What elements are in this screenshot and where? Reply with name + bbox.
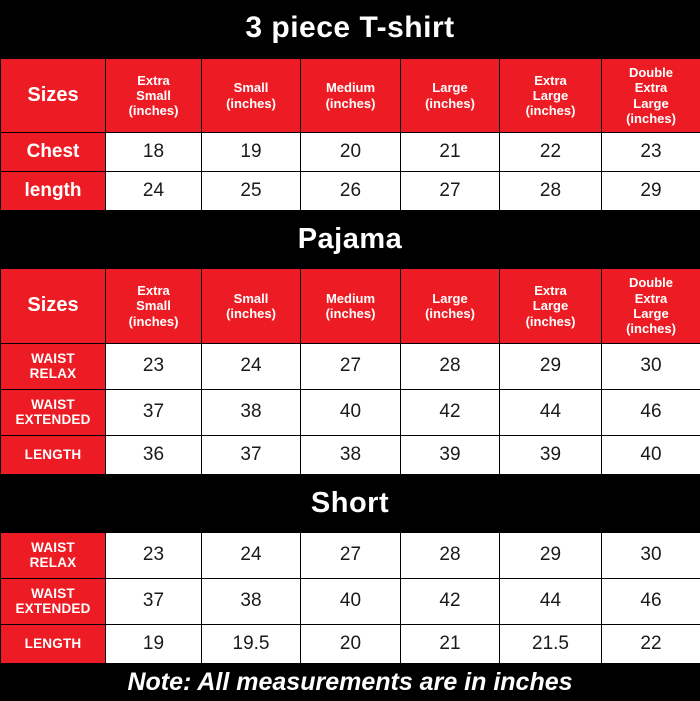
size-table-short bbox=[0, 532, 700, 664]
header-line: (inches) bbox=[626, 110, 676, 126]
cell-value: 44 bbox=[500, 389, 602, 435]
header-line: Small bbox=[233, 80, 269, 96]
row-label-waist-relax bbox=[1, 343, 106, 389]
header-line: (inches) bbox=[626, 321, 676, 337]
cell-value: 19 bbox=[202, 133, 301, 172]
cell-value: 18 bbox=[106, 133, 202, 172]
header-line: (inches) bbox=[128, 103, 179, 119]
table-row bbox=[1, 624, 700, 663]
cell-value: 19.5 bbox=[202, 624, 301, 663]
header-line: (inches) bbox=[128, 313, 179, 329]
header-line: Double bbox=[628, 275, 674, 291]
cell-value: 42 bbox=[401, 389, 500, 435]
section-title-tshirt: 3 piece T-shirt bbox=[245, 11, 455, 44]
section-title-pajama: Pajama bbox=[297, 223, 403, 256]
cell-value: 27 bbox=[401, 172, 500, 211]
cell-value: 46 bbox=[602, 578, 700, 624]
cell-value: 38 bbox=[202, 389, 301, 435]
header-extra-small bbox=[106, 269, 202, 343]
row-label-line: EXTENDED bbox=[15, 601, 91, 617]
header-small bbox=[202, 59, 301, 133]
row-label-line: WAIST bbox=[31, 585, 75, 601]
cell-value: 22 bbox=[602, 624, 700, 663]
cell-value: 29 bbox=[500, 343, 602, 389]
cell-value: 27 bbox=[301, 343, 401, 389]
row-label-length bbox=[1, 435, 106, 474]
row-label-length bbox=[1, 624, 106, 663]
header-line: (inches) bbox=[425, 95, 475, 111]
cell-value: 22 bbox=[500, 133, 602, 172]
cell-value: 20 bbox=[301, 133, 401, 172]
size-table-pajama bbox=[0, 268, 700, 474]
row-label-length: length bbox=[1, 172, 106, 211]
header-line: Large bbox=[432, 80, 468, 96]
header-extra-large bbox=[500, 269, 602, 343]
cell-value: 24 bbox=[202, 532, 301, 578]
header-line: (inches) bbox=[226, 95, 276, 111]
row-label-waist-extended bbox=[1, 578, 106, 624]
measurement-note: Note: All measurements are in inches bbox=[127, 667, 573, 696]
cell-value: 24 bbox=[202, 343, 301, 389]
header-line: (inches) bbox=[226, 305, 276, 321]
cell-value: 20 bbox=[301, 624, 401, 663]
cell-value: 23 bbox=[106, 343, 202, 389]
cell-value: 38 bbox=[202, 578, 301, 624]
header-line: Extra bbox=[534, 72, 567, 88]
table-row bbox=[1, 532, 700, 578]
row-label-waist-extended bbox=[1, 389, 106, 435]
row-label-line: LENGTH bbox=[24, 446, 82, 462]
size-table-tshirt bbox=[0, 58, 700, 211]
header-medium bbox=[301, 59, 401, 133]
cell-value: 36 bbox=[106, 435, 202, 474]
row-label-line: RELAX bbox=[29, 366, 77, 382]
header-sizes: Sizes bbox=[1, 59, 106, 133]
header-line: Large bbox=[532, 298, 569, 314]
cell-value: 25 bbox=[202, 172, 301, 211]
header-line: Large bbox=[633, 95, 669, 111]
cell-value: 38 bbox=[301, 435, 401, 474]
header-extra-large bbox=[500, 59, 602, 133]
header-line: Medium bbox=[325, 290, 376, 306]
cell-value: 28 bbox=[401, 343, 500, 389]
header-line: (inches) bbox=[525, 103, 576, 119]
header-line: Extra bbox=[137, 72, 170, 88]
header-sizes: Sizes bbox=[1, 269, 106, 343]
cell-value: 40 bbox=[301, 578, 401, 624]
cell-value: 29 bbox=[602, 172, 700, 211]
section-title-short: Short bbox=[310, 486, 390, 519]
header-line: Large bbox=[532, 87, 569, 103]
header-line: (inches) bbox=[325, 305, 376, 321]
cell-value: 44 bbox=[500, 578, 602, 624]
cell-value: 21.5 bbox=[500, 624, 602, 663]
cell-value: 39 bbox=[401, 435, 500, 474]
header-double-extra-large bbox=[602, 59, 700, 133]
header-line: Large bbox=[432, 290, 468, 306]
cell-value: 27 bbox=[301, 532, 401, 578]
table-row bbox=[1, 389, 700, 435]
table-row bbox=[1, 435, 700, 474]
row-label-line: WAIST bbox=[31, 539, 75, 555]
row-label-line: WAIST bbox=[31, 350, 75, 366]
table-header-row bbox=[1, 269, 700, 343]
cell-value: 26 bbox=[301, 172, 401, 211]
cell-value: 23 bbox=[602, 133, 700, 172]
header-medium bbox=[301, 269, 401, 343]
header-double-extra-large bbox=[602, 269, 700, 343]
cell-value: 39 bbox=[500, 435, 602, 474]
header-line: Double bbox=[628, 65, 674, 80]
cell-value: 29 bbox=[500, 532, 602, 578]
row-label-line: LENGTH bbox=[24, 635, 82, 651]
cell-value: 40 bbox=[602, 435, 700, 474]
table-row bbox=[1, 133, 700, 172]
header-small bbox=[202, 269, 301, 343]
header-line: Extra bbox=[634, 290, 668, 306]
cell-value: 23 bbox=[106, 532, 202, 578]
cell-value: 37 bbox=[106, 389, 202, 435]
header-line: Small bbox=[136, 298, 171, 314]
table-row bbox=[1, 343, 700, 389]
row-label-line: WAIST bbox=[31, 396, 75, 412]
header-large bbox=[401, 59, 500, 133]
header-line: Large bbox=[633, 305, 669, 321]
header-line: Extra bbox=[534, 282, 567, 298]
cell-value: 40 bbox=[301, 389, 401, 435]
cell-value: 46 bbox=[602, 389, 700, 435]
header-line: Medium bbox=[325, 80, 376, 96]
header-line: Extra bbox=[634, 80, 668, 96]
cell-value: 28 bbox=[401, 532, 500, 578]
cell-value: 37 bbox=[106, 578, 202, 624]
header-line: Small bbox=[136, 87, 171, 103]
table-header-row bbox=[1, 59, 700, 133]
cell-value: 30 bbox=[602, 532, 700, 578]
header-line: (inches) bbox=[525, 313, 576, 329]
cell-value: 42 bbox=[401, 578, 500, 624]
cell-value: 19 bbox=[106, 624, 202, 663]
header-line: Extra bbox=[137, 282, 170, 298]
cell-value: 21 bbox=[401, 133, 500, 172]
cell-value: 28 bbox=[500, 172, 602, 211]
header-line: (inches) bbox=[325, 95, 376, 111]
row-label-line: EXTENDED bbox=[15, 412, 91, 428]
header-extra-small bbox=[106, 59, 202, 133]
cell-value: 21 bbox=[401, 624, 500, 663]
header-line: (inches) bbox=[425, 305, 475, 321]
row-label-waist-relax bbox=[1, 532, 106, 578]
cell-value: 30 bbox=[602, 343, 700, 389]
header-line: Small bbox=[233, 290, 269, 306]
table-row bbox=[1, 578, 700, 624]
cell-value: 24 bbox=[106, 172, 202, 211]
row-label-line: RELAX bbox=[29, 555, 77, 571]
row-label-chest: Chest bbox=[1, 133, 106, 172]
cell-value: 37 bbox=[202, 435, 301, 474]
table-row bbox=[1, 172, 700, 211]
header-large bbox=[401, 269, 500, 343]
